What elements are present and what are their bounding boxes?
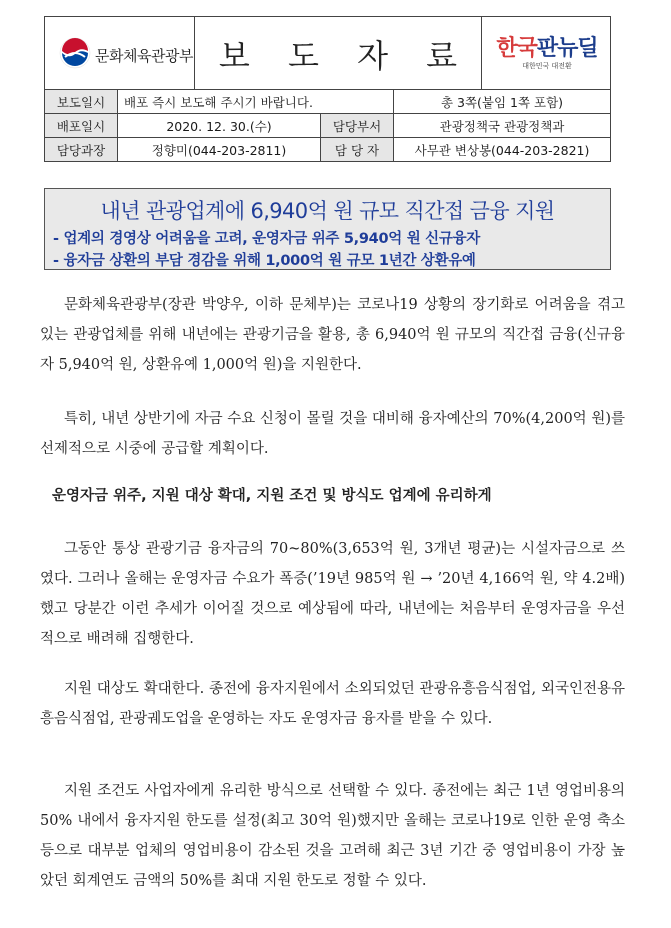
headline-title: 내년 관광업계에 6,940억 원 규모 직간접 금융 지원 <box>100 199 555 223</box>
press-header <box>44 16 611 89</box>
division-head-label: 담당과장 <box>45 138 118 162</box>
info-row-contact <box>45 138 611 162</box>
title-cell <box>195 17 482 90</box>
paragraph-2: 특히, 내년 상반기에 자금 수요 신청이 몰릴 것을 대비해 융자예산의 70%(4,200억 원)를 선제적으로 시중에 공급할 계획이다. <box>40 411 625 457</box>
distribution-date-label: 배포일시 <box>45 114 118 138</box>
brand-part1: 한국 <box>496 36 537 61</box>
press-info-table <box>44 89 611 162</box>
release-time-label: 보도일시 <box>45 90 118 114</box>
government-emblem-icon <box>59 37 91 69</box>
brand-cell <box>482 17 612 90</box>
paragraph-5: 지원 조건도 사업자에게 유리한 방식으로 선택할 수 있다. 종전에는 최근 1년 영업비용의 50% 내에서 융자지원 한도를 설정(최고 30억 원)했지만 올해는 코로나19로 인한 운영 축소 등으로 대부분 업체의 영업비용이 감소된 것을 고려해 최근 3년 기간 중 영업비용이 가장 높았던 회계연도 금액의 50%를 최대 지원 한도로 정할 수 있다. <box>40 783 625 889</box>
ministry-cell <box>45 17 195 90</box>
brand-subtitle: 대한민국 대전환 <box>522 62 572 70</box>
ministry-name: 문화체육관광부 <box>95 47 193 65</box>
paragraph-3: 그동안 통상 관광기금 융자금의 70~80%(3,653억 원, 3개년 평균)는 시설자금으로 쓰였다. 그러나 올해는 운영자금 수요가 폭증(’19년 985억 원 → ’20년 4,166억 원, 약 4.2배)했고 당분간 이런 추세가 이어질 것으로 예상됨에 따라, 내년에는 처음부터 운영자금을 우선적으로 배려해 집행한다. <box>40 541 625 647</box>
info-row-release <box>45 90 611 114</box>
document-title: 보 도 자 료 <box>218 36 472 75</box>
distribution-date-value: 2020. 12. 30.(수) <box>118 114 321 138</box>
brand-part2: 판뉴딜 <box>536 36 598 61</box>
headline-sub-1: - 업계의 경영상 어려움을 고려, 운영자금 위주 5,940억 원 신규융자 <box>53 231 480 247</box>
paragraph-1: 문화체육관광부(장관 박양우, 이하 문체부)는 코로나19 상황의 장기화로 어려움을 겪고 있는 관광업체를 위해 내년에는 관광기금을 활용, 총 6,940억 원 규모의 직간접 금융(신규융자 5,940억 원, 상환유예 1,000억 원)을 지원한다. <box>40 297 625 373</box>
contact-person-label: 담 당 자 <box>321 138 394 162</box>
release-time-value: 배포 즉시 보도해 주시기 바랍니다. <box>118 90 394 114</box>
contact-person-value: 사무관 변상봉(044-203-2821) <box>394 138 611 162</box>
department-value: 관광정책국 관광정책과 <box>394 114 611 138</box>
division-head-value: 정향미(044-203-2811) <box>118 138 321 162</box>
headline-box <box>44 188 611 270</box>
page-count: 총 3쪽(붙임 1쪽 포함) <box>394 90 611 114</box>
headline-sub-2: - 융자금 상환의 부담 경감을 위해 1,000억 원 규모 1년간 상환유예 <box>53 253 476 269</box>
department-label: 담당부서 <box>321 114 394 138</box>
section-heading: 운영자금 위주, 지원 대상 확대, 지원 조건 및 방식도 업계에 유리하게 <box>52 488 492 504</box>
info-row-distribution <box>45 114 611 138</box>
paragraph-4: 지원 대상도 확대한다. 종전에 융자지원에서 소외되었던 관광유흥음식점업, 외국인전용유흥음식점업, 관광궤도업을 운영하는 자도 운영자금 융자를 받을 수 있다. <box>40 681 625 727</box>
korean-new-deal-logo <box>482 31 612 62</box>
